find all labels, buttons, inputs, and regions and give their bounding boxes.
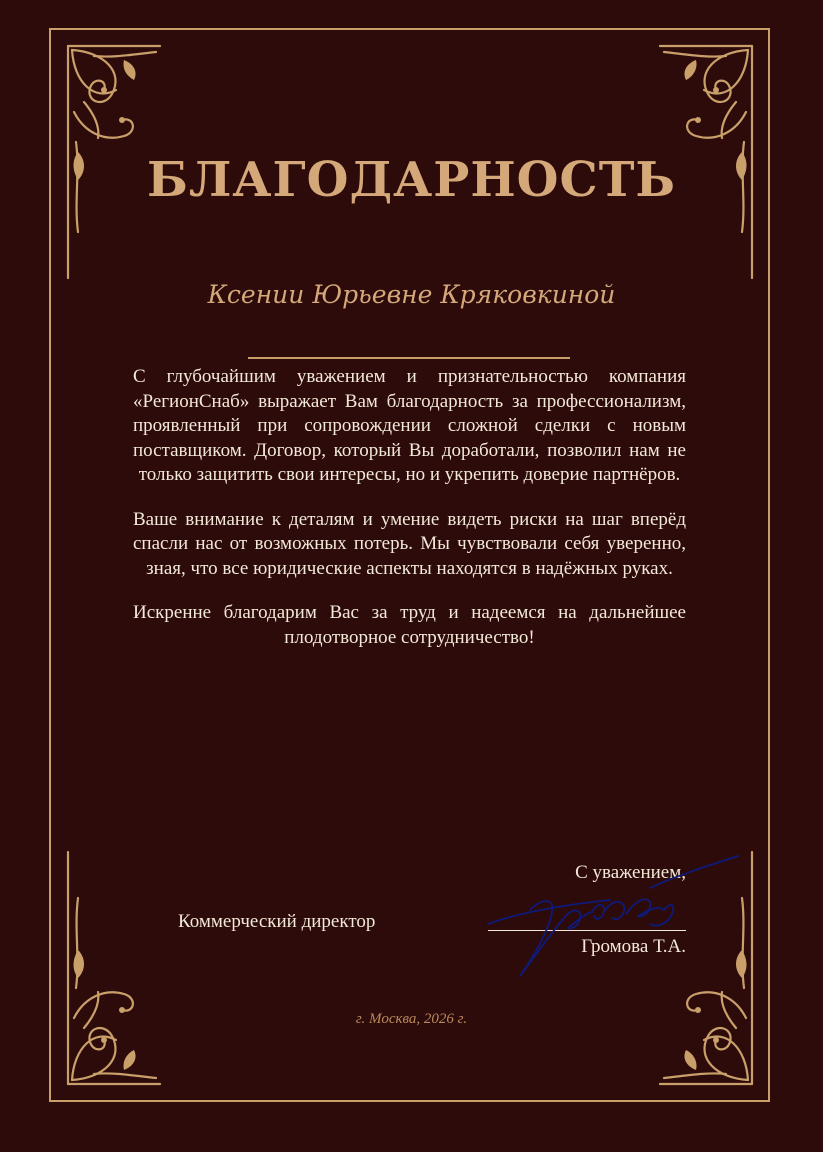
body-paragraph-2: Ваше внимание к деталям и умение видеть риски на шаг вперёд спасли нас от возможных потерь. Мы чувствовали себя уверенно, зная, что все юридические аспекты находятся в надёжных руках.	[133, 508, 686, 579]
city-date: г. Москва, 2026 г.	[355, 1011, 468, 1027]
closing-phrase: С уважением,	[575, 862, 686, 883]
bottom-left-flourish-icon	[64, 848, 164, 1088]
signer-position: Коммерческий директор	[178, 911, 376, 932]
body-paragraph-1: С глубочайшим уважением и признательностью компания «РегионСнаб» выражает Вам благодарность за профессионализм, проявленный при сопровождении сложной сделки с новым поставщиком. Договор, который Вы доработали, позволил нам не только защитить свои интересы, но и укрепить доверие партнёров.	[133, 366, 686, 485]
signer-name: Громова Т.А.	[581, 936, 686, 957]
handwritten-signature	[480, 852, 740, 982]
certificate-title: БЛАГОДАРНОСТЬ	[146, 152, 677, 208]
body-paragraph-3: Искренне благодарим Вас за труд и надеемся на дальнейшее плодотворное сотрудничество!	[133, 602, 686, 648]
divider-line	[248, 357, 570, 359]
recipient-name: Ксении Юрьевне Кряковкиной	[207, 280, 616, 309]
certificate-body	[133, 365, 686, 670]
